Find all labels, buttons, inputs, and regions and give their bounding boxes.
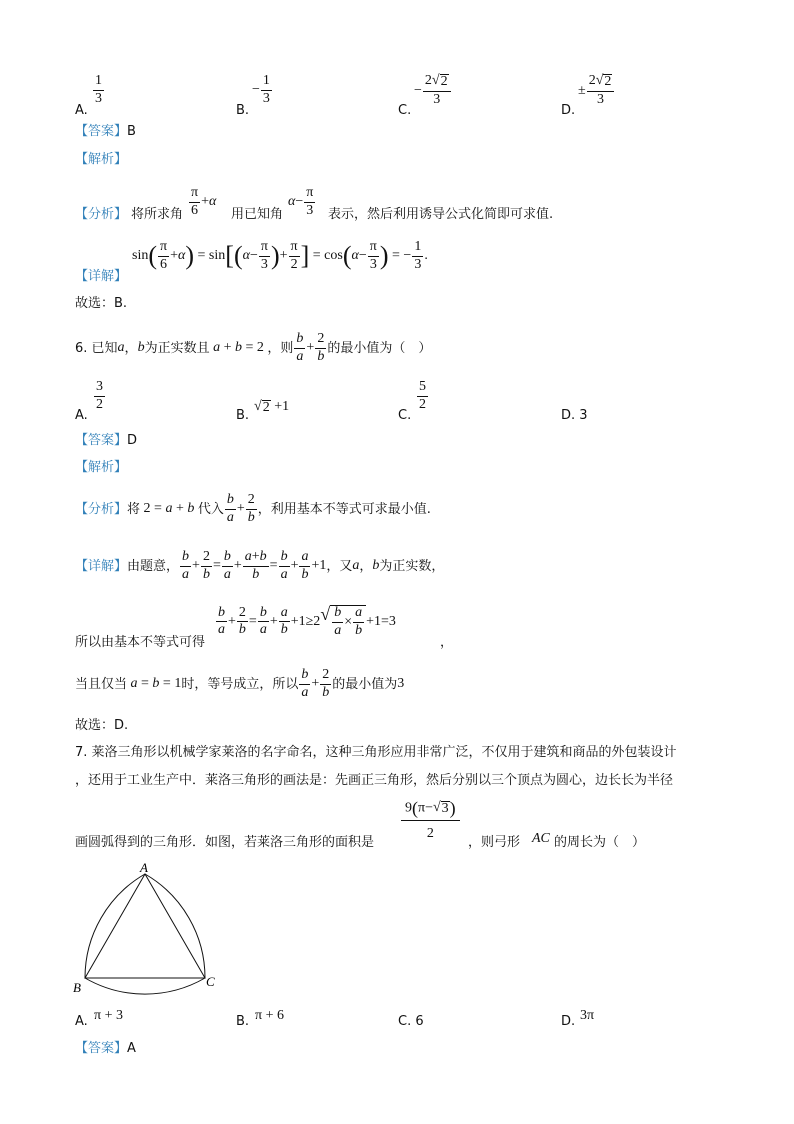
q7-arc-label: AC <box>532 831 550 846</box>
inner-triangle <box>85 874 205 978</box>
q7-option-b-label: B. <box>236 1014 250 1029</box>
arc-cb <box>85 978 205 994</box>
q6-detail-formula2: $\frac{b}{a}$ + $\frac{2}{b}$ = $\frac{b}{a}$ + $\frac{a}{b}$ +1≥2 √ $\frac{b}{a}$ × $\frac{a}{b}$ +1=3 <box>218 604 396 638</box>
q7-option-b-value: π + 6 <box>255 1008 284 1023</box>
q7-area-fraction: 9(π−√ 3 ) 2 <box>400 800 461 842</box>
q6-detail-line3 <box>75 663 404 705</box>
q6-detail-sep: ， <box>359 558 373 574</box>
q6-fenxi-expr2: $\frac{b}{a}$ + $\frac{2}{b}$ <box>226 491 255 525</box>
q7-stem-line3c: 的周长为（ ） <box>554 835 646 850</box>
q6-detail-label: 【详解】 <box>75 558 128 574</box>
q7-stem-line2: ，还用于工业生产中．莱洛三角形的画法是：先画正三角形，然后分别以三个顶点为圆心，边长长为半径 <box>75 773 674 788</box>
answer-label: 【答案】 <box>75 433 128 448</box>
q5-fenxi-text2: 用已知角 <box>231 207 284 222</box>
q6-detail-formula1: $\frac{b}{a}$ + $\frac{2}{b}$ = $\frac{b}{a}$ + $\frac{a+b}{b}$ = $\frac{b}{a}$ + $\frac{a}{b}$ +1 <box>182 548 327 582</box>
q6-line3-text1: 当且仅当 <box>75 676 128 692</box>
q6-detail-text3: 为正实数， <box>379 558 445 574</box>
answer-value: A <box>127 1041 136 1056</box>
q7-answer <box>75 1042 136 1055</box>
q5-fenxi-expr1: $\frac{\pi}{6}$ + α <box>191 185 217 218</box>
q5-fenxi-text1: 将所求角 <box>131 207 184 222</box>
q7-option-a-value: π + 3 <box>94 1008 123 1023</box>
q6-detail-text1: 由题意， <box>127 558 180 574</box>
q6-conclusion: 故选：D. <box>75 718 129 733</box>
vertex-label-a: A <box>140 860 148 875</box>
q6-fenxi <box>75 488 431 530</box>
q7-option-a-label: A. <box>75 1014 88 1029</box>
q6-line3-text2: 时，等号成立，所以 <box>181 676 299 692</box>
q7-stem-line3b: ，则弓形 <box>468 835 521 850</box>
vertex-label-c: C <box>206 974 215 989</box>
q6-detail-line2-text: 所以由基本不等式可得 <box>75 635 206 650</box>
q6-stem-sep: ， <box>124 340 138 356</box>
q5-option-a-value: $\frac{1}{3}$ <box>95 73 102 106</box>
q6-fenxi-text1: 将 <box>127 501 141 517</box>
q5-option-c-value: − 2√ 2 3 <box>414 74 452 107</box>
q5-option-b-value: − $\frac{1}{3}$ <box>252 73 270 106</box>
q6-detail-var-a: a <box>352 558 360 573</box>
q5-fenxi-label: 【分析】 <box>75 207 128 222</box>
q6-fenxi-expr1: 2 = a + b <box>140 501 195 516</box>
q5-fenxi-text3: 表示，然后利用诱导公式化简即可求值. <box>328 207 554 222</box>
q6-line3-condition: a = b = 1 <box>130 676 182 691</box>
q7-option-d-label: D. <box>561 1014 576 1029</box>
q5-option-b-label: B. <box>236 103 250 118</box>
q5-conclusion: 故选：B. <box>75 296 128 311</box>
q6-option-b-value: √ 2 +1 <box>254 399 290 415</box>
q6-stem-var-b: b <box>137 340 145 355</box>
q6-analysis-label: 【解析】 <box>75 460 128 475</box>
q5-detail-formula: sin ( $\frac{\pi}{6}$ + α ) = sin [ ( α − $\frac{\pi}{3}$ ) + $\frac{\pi}{2}$ ] = cos ( α − $\frac{\pi}{3}$ ) = − $\frac{1}{3}$ . <box>132 239 428 272</box>
q6-stem-text1: 6. 已知 <box>75 340 118 356</box>
q5-option-d-value: ± 2√ 2 3 <box>578 74 615 107</box>
vertex-label-b: B <box>73 980 81 995</box>
q6-option-c-label: C. <box>398 408 412 423</box>
answer-label: 【答案】 <box>75 1041 128 1056</box>
q6-option-c-value: $\frac{5}{2}$ <box>419 379 426 412</box>
q5-option-d-label: D. <box>561 103 576 118</box>
q7-stem-line1: 7. 莱洛三角形以机械学家莱洛的名字命名，这种三角形应用非常广泛，不仅用于建筑和商品的外包装设计 <box>75 745 677 760</box>
q6-stem <box>75 327 431 369</box>
q5-option-c-label: C. <box>398 103 412 118</box>
q6-answer <box>75 434 137 447</box>
q5-analysis-label: 【解析】 <box>75 152 128 167</box>
q6-line3-text3: 的最小值为 <box>332 676 398 692</box>
q7-option-c: C. 6 <box>398 1014 424 1029</box>
q6-stem-expr: $\frac{b}{a}$ + $\frac{2}{b}$ <box>296 330 325 364</box>
q7-stem-line3a: 画圆弧得到的三角形．如图，若莱洛三角形的面积是 <box>75 835 375 850</box>
q5-option-a-label: A. <box>75 103 88 118</box>
q6-detail-line1 <box>75 545 444 587</box>
q6-line3-value: 3 <box>397 676 405 691</box>
q6-fenxi-text3: ，利用基本不等式可求最小值. <box>257 501 431 517</box>
q6-stem-text3: ，则 <box>267 340 294 356</box>
q6-stem-condition: a + b = 2 <box>213 340 268 355</box>
q6-option-b-label: B. <box>236 408 250 423</box>
q6-detail-text2: ，又 <box>326 558 353 574</box>
q5-fenxi-expr2: α − $\frac{\pi}{3}$ <box>288 185 314 218</box>
q5-answer <box>75 125 136 138</box>
q6-detail-line2-comma: ， <box>440 635 454 650</box>
q6-detail-var-b: b <box>372 558 380 573</box>
q6-fenxi-label: 【分析】 <box>75 501 128 517</box>
q6-option-a-value: $\frac{3}{2}$ <box>96 379 103 412</box>
answer-value: B <box>127 124 136 139</box>
reuleaux-triangle-figure <box>70 860 230 1000</box>
q6-stem-var-a: a <box>117 340 125 355</box>
q6-option-a-label: A. <box>75 408 88 423</box>
q6-line3-expr: $\frac{b}{a}$ + $\frac{2}{b}$ <box>301 666 330 700</box>
q6-option-d: D. 3 <box>561 408 588 423</box>
answer-value: D <box>127 433 138 448</box>
q6-stem-text4: 的最小值为（ ） <box>327 340 432 356</box>
q6-stem-text2: 为正实数且 <box>144 340 210 356</box>
q7-option-d-value: 3π <box>580 1008 595 1023</box>
q5-detail-label: 【详解】 <box>75 269 128 284</box>
q6-fenxi-text2: 代入 <box>197 501 224 517</box>
answer-label: 【答案】 <box>75 124 128 139</box>
